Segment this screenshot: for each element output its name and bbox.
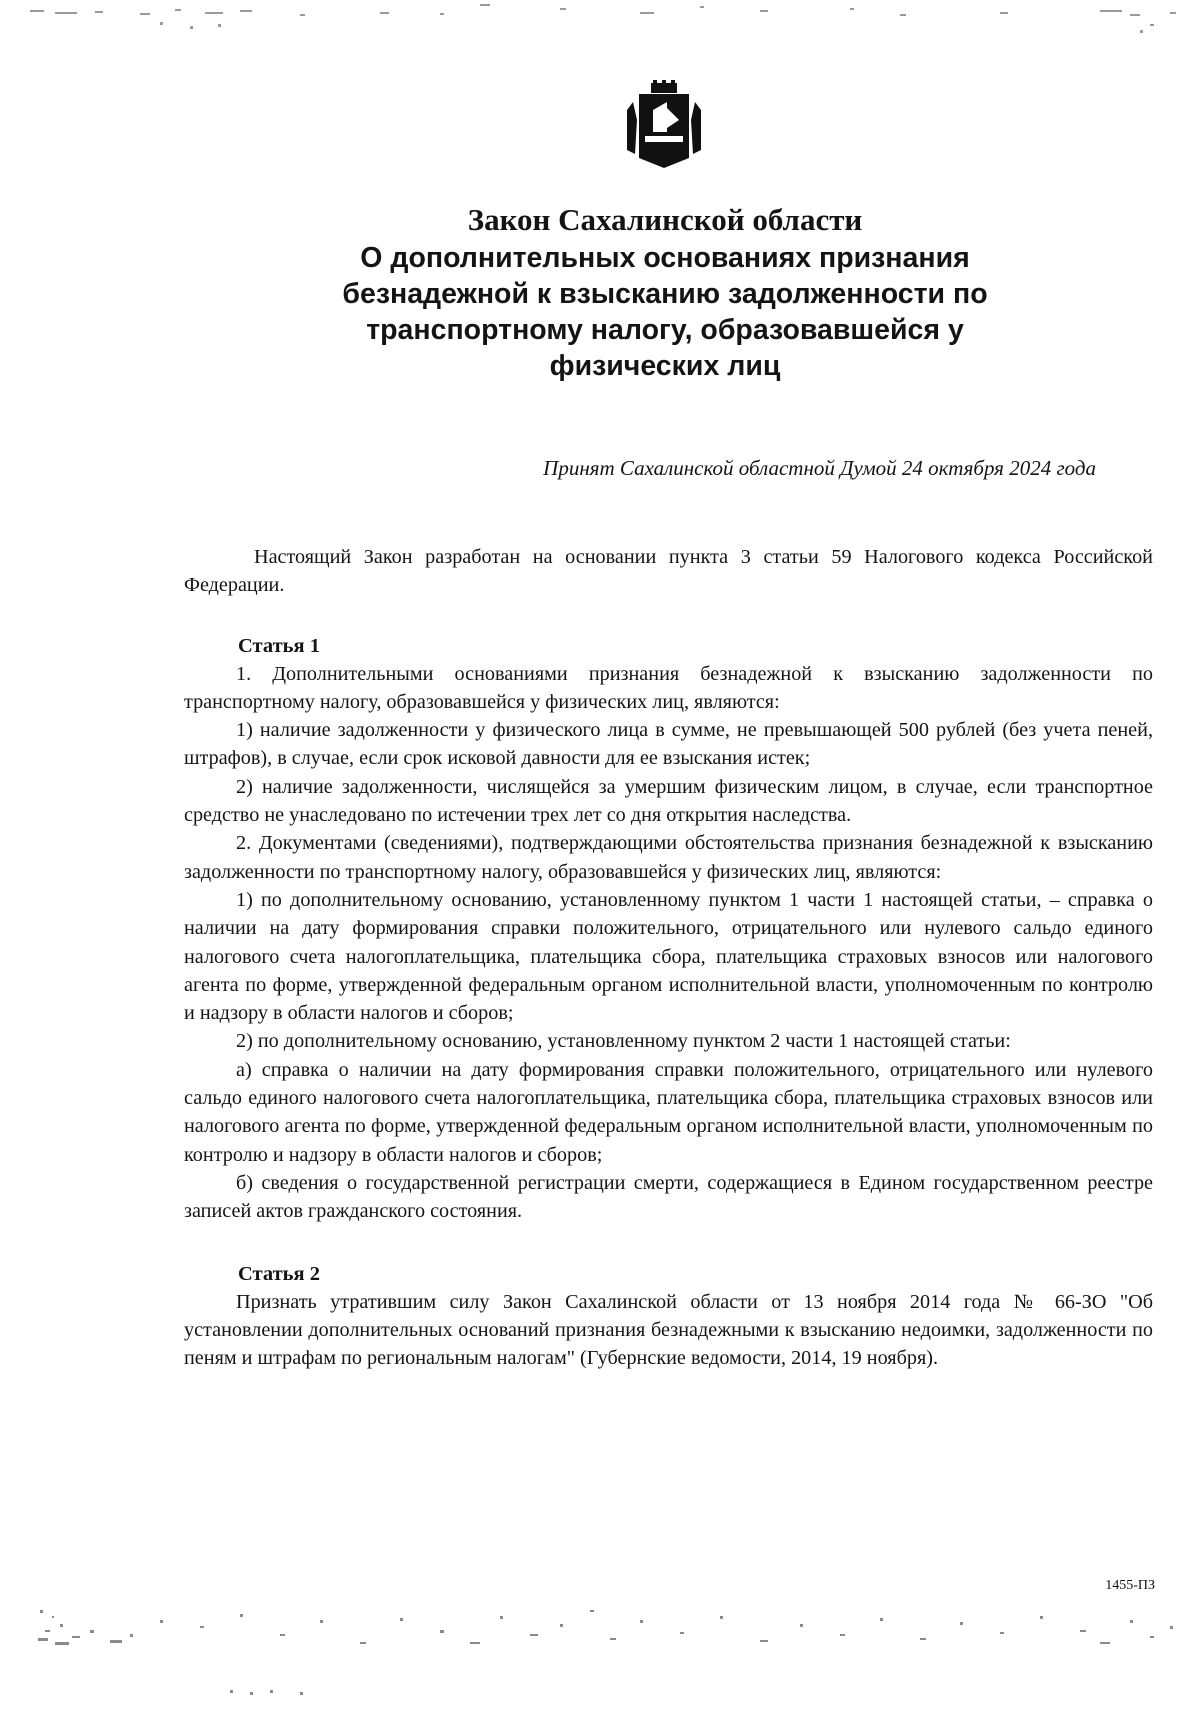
law-title: Закон Сахалинской области [467, 202, 863, 237]
article-paragraph: 2) по дополнительному основанию, установленному пунктом 2 части 1 настоящей статьи: [236, 1030, 1011, 1053]
law-subtitle-line: физических лиц [549, 350, 781, 382]
scan-noise-bottom [0, 1590, 1200, 1700]
sakhalin-coat-of-arms-icon [623, 80, 705, 170]
scan-noise-top [0, 0, 1200, 60]
law-body [184, 543, 1153, 1372]
article-paragraph: 1. Дополнительными основаниями признания безнадежной к взысканию задолженности по транспортному налогу, образовавшейся у физических лиц, являются: [184, 662, 1153, 713]
article-paragraph: б) сведения о государственной регистрации смерти, содержащиеся в Едином государственном реестре записей актов гражданского состояния. [184, 1171, 1153, 1223]
article-paragraph: а) справка о наличии на дату формирования справки положительного, отрицательного или нулевого сальдо единого налогового счета налогоплательщика, плательщика сбора, плательщика страховых взносов или налогового агента по форме, утвержденной федеральным органом исполнительной власти, уполномоченным по контролю и надзору в области налогов и сборов; [184, 1058, 1153, 1166]
article-paragraph: 2. Документами (сведениями), подтверждающими обстоятельства признания безнадежной к взысканию задолженности по транспортному налогу, образовавшейся у физических лиц, являются: [184, 832, 1153, 883]
adoption-line: Принят Сахалинской областной Думой 24 октября 2024 года [543, 456, 1096, 480]
document-title [200, 200, 1130, 384]
article-paragraph: 1) наличие задолженности у физического лица в сумме, не превышающей 500 рублей (без учета пеней, штрафов), в случае, если срок исковой давности для ее взыскания истек; [184, 719, 1153, 770]
article-heading: Статья 1 [238, 634, 320, 657]
law-subtitle-line: О дополнительных основаниях признания [360, 242, 970, 274]
article-heading: Статья 2 [238, 1262, 320, 1285]
preamble: Настоящий Закон разработан на основании пункта 3 статьи 59 Налогового кодекса Российской Федерации. [184, 546, 1153, 597]
article-2 [184, 1260, 1153, 1373]
article-paragraph: 1) по дополнительному основанию, установленному пунктом 1 части 1 настоящей статьи, – справка о наличии на дату формирования справки положительного, отрицательного или нулевого сальдо единого налогового счета налогоплательщика, плательщика сбора, плательщика страховых взносов или налогового агента по форме, утвержденной федеральным органом исполнительной власти, уполномоченным по контролю и надзору в области налогов и сборов; [184, 888, 1153, 1025]
article-1 [184, 632, 1153, 1226]
law-subtitle-line: транспортному налогу, образовавшейся у [366, 314, 964, 346]
article-paragraph: Признать утратившим силу Закон Сахалинской области от 13 ноября 2014 года № 66-ЗО "Об установлении дополнительных оснований признания безнадежными к взысканию недоимки, задолженности по пеням и штрафам по региональным налогам" (Губернские ведомости, 2014, 19 ноября). [184, 1290, 1153, 1370]
law-subtitle-line: безнадежной к взысканию задолженности по [342, 278, 988, 310]
article-paragraph: 2) наличие задолженности, числящейся за умершим физическим лицом, в случае, если транспортное средство не унаследовано по истечении трех лет со дня открытия наследства. [184, 775, 1153, 827]
document-code: 1455-ПЗ [1105, 1578, 1155, 1593]
